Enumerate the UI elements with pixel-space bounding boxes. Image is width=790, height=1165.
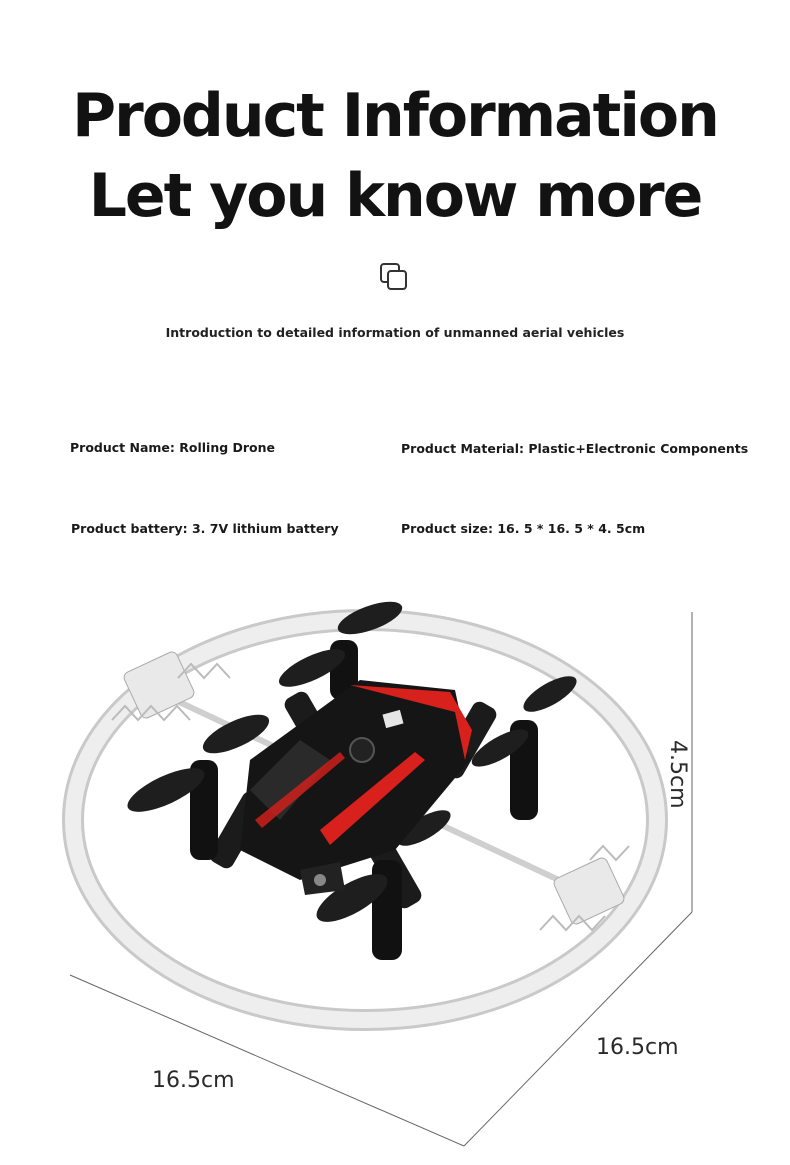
spec-product-name: Product Name: Rolling Drone <box>70 440 276 455</box>
drone-product-image <box>0 580 790 1165</box>
title-line-2: Let you know more <box>88 161 702 231</box>
dimension-width-side-label: 16.5cm <box>596 1035 679 1060</box>
subtitle: Introduction to detailed information of unmanned aerial vehicles <box>165 325 625 340</box>
dimension-height-label: 4.5cm <box>665 740 690 809</box>
title-line-1: Product Information <box>72 81 718 151</box>
dimension-width-front-label: 16.5cm <box>152 1068 235 1093</box>
spec-product-size: Product size: 16. 5 * 16. 5 * 4. 5cm <box>401 521 646 536</box>
drone-body <box>240 680 472 895</box>
spec-product-material: Product Material: Plastic+Electronic Components <box>401 441 749 456</box>
spec-product-battery: Product battery: 3. 7V lithium battery <box>71 521 339 536</box>
copy-icon <box>378 262 410 292</box>
